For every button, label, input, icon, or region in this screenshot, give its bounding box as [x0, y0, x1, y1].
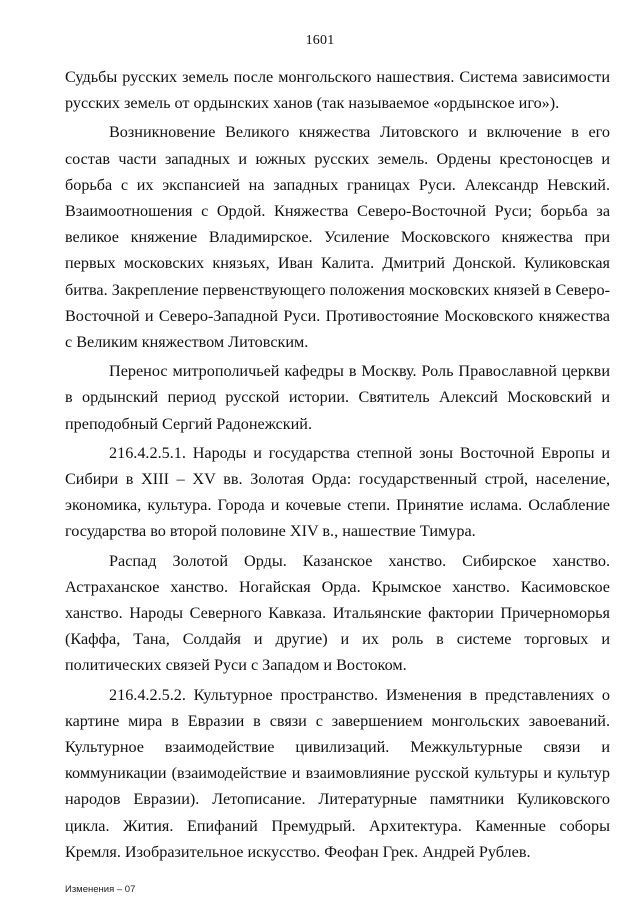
paragraph-khanates: Распад Золотой Орды. Казанское ханство. Сибирское ханство. Астраханское ханство. Ногайская Орда. Крымское ханство. Касимовское ханство. Народы Северного Кавказа. Итальянские фактории Причерноморья (Каффа, Тана, Солдайя и другие) и их роль в системе торговых и политических связей Руси с Западом и Востоком. [65, 551, 610, 675]
paragraph-church: Перенос митрополичьей кафедры в Москву. Роль Православной церкви в ордынский период русской истории. Святитель Алексий Московский и преподобный Сергий Радонежский. [65, 362, 610, 433]
paragraph-golden-horde: 216.4.2.5.1. Народы и государства степной зоны Восточной Европы и Сибири в XIII – XV вв. Золотая Орда: государственный строй, население, экономика, культура. Города и кочевые степи. Принятие ислама. Ослабление государства во второй половине XIV в., нашествие Тимура. [65, 443, 610, 541]
page-number: 1601 [305, 33, 335, 48]
paragraph-ordynskoe-igo: Судьбы русских земель после монгольского нашествия. Система зависимости русских земель от ордынских ханов (так называемое «ордынское иго»). [65, 68, 610, 113]
footer-revision-note: Изменения – 07 [65, 884, 136, 895]
paragraph-culture: 216.4.2.5.2. Культурное пространство. Изменения в представлениях о картине мира в Евразии в связи с завершением монгольских завоеваний. Культурное взаимодействие цивилизаций. Межкультурные связи и коммуникации (взаимодействие и взаимовлияние русской культуры и культур народов Евразии). Летописание. Литературные памятники Куликовского цикла. Жития. Епифаний Премудрый. Архитектура. Каменные соборы Кремля. Изобразительное искусство. Феофан Грек. Андрей Рублев. [65, 685, 610, 861]
document-body [65, 64, 610, 865]
paragraph-lithuania-moscow: Возникновение Великого княжества Литовского и включение в его состав части западных и южных русских земель. Ордены крестоносцев и борьба с их экспансией на западных границах Руси. Александр Невский. Взаимоотношения с Ордой. Княжества Северо-Восточной Руси; борьба за великое княжение Владимирское. Усиление Московского княжества при первых московских князьях, Иван Калита. Дмитрий Донской. Куликовская битва. Закрепление первенствующего положения московских князей в Северо-Восточной и Северо-Западной Руси. Противостояние Московского княжества с Великим княжеством Литовским. [65, 123, 610, 352]
